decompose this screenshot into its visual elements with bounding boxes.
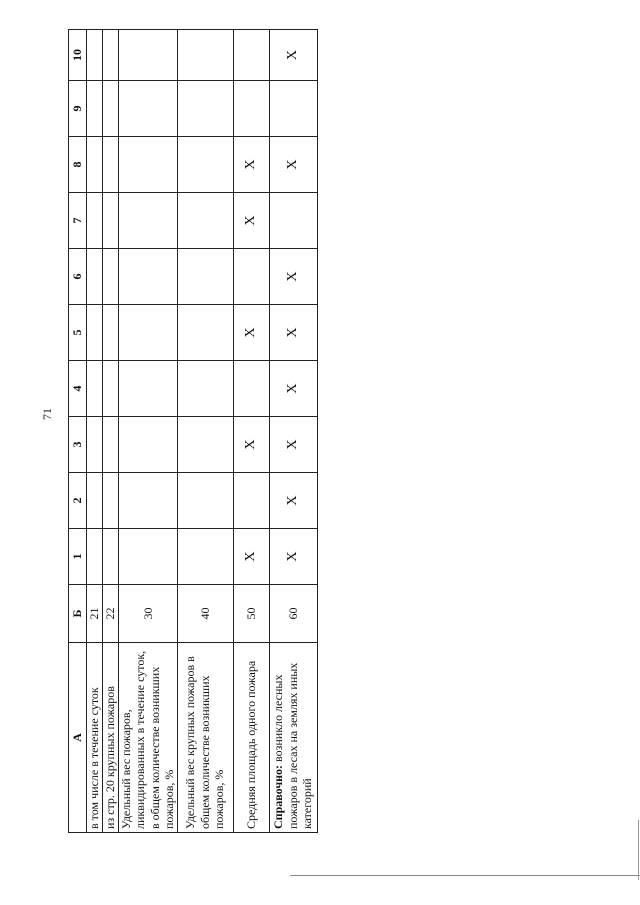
cell: X xyxy=(269,417,317,473)
cell: X xyxy=(233,193,269,249)
cell: X xyxy=(269,305,317,361)
cell xyxy=(87,137,103,193)
cell xyxy=(103,529,119,585)
row-label: Удельный вес крупных пожаров в общем количестве возникших пожаров, % xyxy=(177,643,233,833)
cell xyxy=(119,361,178,417)
header-col-6: 6 xyxy=(69,249,87,305)
scan-edge-line-right xyxy=(638,820,639,880)
header-row xyxy=(69,30,87,833)
cell xyxy=(119,305,178,361)
cell xyxy=(87,417,103,473)
cell xyxy=(119,137,178,193)
table-row xyxy=(119,30,178,833)
cell xyxy=(87,249,103,305)
cell xyxy=(87,193,103,249)
cell xyxy=(177,193,233,249)
cell: X xyxy=(269,249,317,305)
cell xyxy=(177,137,233,193)
cell xyxy=(103,417,119,473)
cell xyxy=(103,137,119,193)
cell xyxy=(233,30,269,81)
table-row xyxy=(269,30,317,833)
row-code: 40 xyxy=(177,585,233,643)
row-label-bold: Справочно: xyxy=(271,764,286,829)
cell xyxy=(269,81,317,137)
header-col-7: 7 xyxy=(69,193,87,249)
cell xyxy=(233,361,269,417)
cell xyxy=(87,81,103,137)
header-col-3: 3 xyxy=(69,417,87,473)
cell: X xyxy=(233,137,269,193)
scan-edge-line xyxy=(290,875,640,876)
cell xyxy=(177,305,233,361)
cell xyxy=(177,529,233,585)
cell xyxy=(119,529,178,585)
cell: X xyxy=(233,529,269,585)
cell xyxy=(103,30,119,81)
cell xyxy=(269,193,317,249)
row-code: 22 xyxy=(103,585,119,643)
cell xyxy=(87,473,103,529)
cell xyxy=(119,193,178,249)
row-label: из стр. 20 крупных пожаров xyxy=(103,643,119,833)
header-code: Б xyxy=(69,585,87,643)
header-label: А xyxy=(69,643,87,833)
cell xyxy=(103,81,119,137)
row-label: в том числе в течение суток xyxy=(87,643,103,833)
cell: X xyxy=(269,30,317,81)
cell xyxy=(177,30,233,81)
table-row xyxy=(177,30,233,833)
cell: X xyxy=(233,417,269,473)
cell xyxy=(177,417,233,473)
row-code: 50 xyxy=(233,585,269,643)
cell xyxy=(177,473,233,529)
row-code: 30 xyxy=(119,585,178,643)
row-label-rest: возникло лесных пожаров в лесах на землях иных категорий xyxy=(271,662,315,829)
row-code: 21 xyxy=(87,585,103,643)
cell: X xyxy=(269,137,317,193)
header-col-10: 10 xyxy=(69,30,87,81)
cell xyxy=(233,473,269,529)
cell xyxy=(119,417,178,473)
cell xyxy=(103,305,119,361)
cell xyxy=(119,81,178,137)
form-table-rotated xyxy=(68,30,315,833)
cell xyxy=(119,30,178,81)
cell xyxy=(103,249,119,305)
cell xyxy=(233,81,269,137)
header-col-8: 8 xyxy=(69,137,87,193)
statistics-table xyxy=(68,29,318,833)
cell xyxy=(87,30,103,81)
table-row xyxy=(233,30,269,833)
row-label xyxy=(269,643,317,833)
cell xyxy=(119,249,178,305)
cell xyxy=(87,529,103,585)
cell: X xyxy=(269,361,317,417)
cell: X xyxy=(269,529,317,585)
cell xyxy=(177,361,233,417)
cell xyxy=(177,81,233,137)
cell xyxy=(87,361,103,417)
table-row xyxy=(103,30,119,833)
header-col-4: 4 xyxy=(69,361,87,417)
table-row xyxy=(87,30,103,833)
cell xyxy=(233,249,269,305)
header-col-1: 1 xyxy=(69,529,87,585)
cell xyxy=(103,193,119,249)
page-number: 71 xyxy=(40,408,54,420)
header-col-2: 2 xyxy=(69,473,87,529)
cell xyxy=(119,473,178,529)
cell: X xyxy=(233,305,269,361)
header-col-5: 5 xyxy=(69,305,87,361)
row-code: 60 xyxy=(269,585,317,643)
cell xyxy=(177,249,233,305)
cell: X xyxy=(269,473,317,529)
header-col-9: 9 xyxy=(69,81,87,137)
cell xyxy=(87,305,103,361)
row-label: Удельный вес пожаров, ликвидированных в течение суток, в общем количестве возникших пожаров, % xyxy=(119,643,178,833)
row-label: Средняя площадь одного пожара xyxy=(233,643,269,833)
cell xyxy=(103,473,119,529)
cell xyxy=(103,361,119,417)
